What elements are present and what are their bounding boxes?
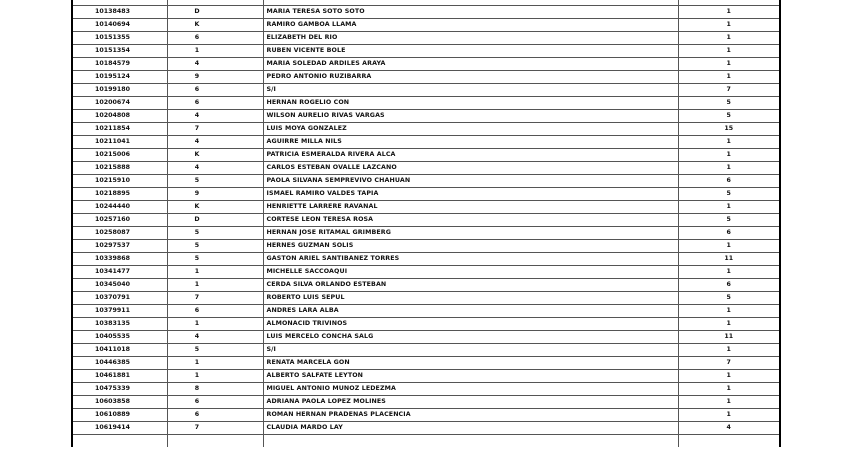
dv-cell: D bbox=[167, 6, 263, 19]
dv-cell: K bbox=[167, 201, 263, 214]
dv-cell: 6 bbox=[167, 409, 263, 422]
dv-cell: 1 bbox=[167, 370, 263, 383]
table-row bbox=[72, 84, 780, 97]
dv-cell: 5 bbox=[167, 344, 263, 357]
qty-cell: 1 bbox=[678, 201, 780, 214]
qty-cell: 4 bbox=[678, 422, 780, 435]
dv-cell: 9 bbox=[167, 188, 263, 201]
dv-cell: 1 bbox=[167, 318, 263, 331]
id-cell: 10446385 bbox=[72, 357, 167, 370]
qty-cell: 11 bbox=[678, 253, 780, 266]
qty-cell: 5 bbox=[678, 292, 780, 305]
name-cell: ALBERTO SALFATE LEYTON bbox=[263, 370, 678, 383]
qty-cell: 1 bbox=[678, 318, 780, 331]
id-cell: 10411018 bbox=[72, 344, 167, 357]
table-row bbox=[72, 357, 780, 370]
table-row bbox=[72, 201, 780, 214]
name-cell: ELIZABETH DEL RIO bbox=[263, 32, 678, 45]
name-cell: MICHELLE SACCOAQUI bbox=[263, 266, 678, 279]
id-cell: 10215910 bbox=[72, 175, 167, 188]
qty-cell: 1 bbox=[678, 162, 780, 175]
dv-cell: K bbox=[167, 19, 263, 32]
qty-cell bbox=[678, 435, 780, 447]
table-body bbox=[72, 0, 780, 447]
qty-cell: 1 bbox=[678, 383, 780, 396]
spreadsheet bbox=[71, 0, 781, 447]
id-cell: 10199180 bbox=[72, 84, 167, 97]
id-cell: 10603858 bbox=[72, 396, 167, 409]
dv-cell: 5 bbox=[167, 227, 263, 240]
table-row bbox=[72, 227, 780, 240]
name-cell: PAOLA SILVANA SEMPREVIVO CHAHUAN bbox=[263, 175, 678, 188]
id-cell: 10195124 bbox=[72, 71, 167, 84]
qty-cell: 1 bbox=[678, 149, 780, 162]
dv-cell: 4 bbox=[167, 331, 263, 344]
id-cell: 10151354 bbox=[72, 45, 167, 58]
name-cell: HERNES GUZMAN SOLIS bbox=[263, 240, 678, 253]
id-cell bbox=[72, 435, 167, 447]
qty-cell: 1 bbox=[678, 266, 780, 279]
dv-cell: 5 bbox=[167, 175, 263, 188]
id-cell: 10405535 bbox=[72, 331, 167, 344]
dv-cell: D bbox=[167, 214, 263, 227]
id-cell: 10475339 bbox=[72, 383, 167, 396]
id-cell: 10200674 bbox=[72, 97, 167, 110]
dv-cell: 4 bbox=[167, 162, 263, 175]
name-cell: ISMAEL RAMIRO VALDES TAPIA bbox=[263, 188, 678, 201]
name-cell: RAMIRO GAMBOA LLAMA bbox=[263, 19, 678, 32]
qty-cell: 1 bbox=[678, 240, 780, 253]
name-cell: ANDRES LARA ALBA bbox=[263, 305, 678, 318]
dv-cell: 1 bbox=[167, 357, 263, 370]
qty-cell: 6 bbox=[678, 279, 780, 292]
dv-cell: K bbox=[167, 149, 263, 162]
dv-cell: 6 bbox=[167, 32, 263, 45]
table-row bbox=[72, 97, 780, 110]
name-cell: MIGUEL ANTONIO MUNOZ LEDEZMA bbox=[263, 383, 678, 396]
name-cell bbox=[263, 435, 678, 447]
table-row bbox=[72, 240, 780, 253]
name-cell: ROMAN HERNAN PRADENAS PLACENCIA bbox=[263, 409, 678, 422]
data-table bbox=[71, 0, 781, 447]
table-row bbox=[72, 266, 780, 279]
name-cell: ADRIANA PAOLA LOPEZ MOLINES bbox=[263, 396, 678, 409]
table-row bbox=[72, 123, 780, 136]
qty-cell: 1 bbox=[678, 344, 780, 357]
table-row bbox=[72, 136, 780, 149]
qty-cell: 1 bbox=[678, 370, 780, 383]
table-row bbox=[72, 331, 780, 344]
dv-cell: 7 bbox=[167, 422, 263, 435]
table-row bbox=[72, 435, 780, 447]
id-cell: 10215888 bbox=[72, 162, 167, 175]
id-cell: 10211041 bbox=[72, 136, 167, 149]
table-row bbox=[72, 305, 780, 318]
name-cell: CORTESE LEON TERESA ROSA bbox=[263, 214, 678, 227]
dv-cell: 6 bbox=[167, 396, 263, 409]
id-cell: 10379911 bbox=[72, 305, 167, 318]
qty-cell: 6 bbox=[678, 175, 780, 188]
id-cell: 10345040 bbox=[72, 279, 167, 292]
name-cell: CLAUDIA MARDO LAY bbox=[263, 422, 678, 435]
table-row bbox=[72, 253, 780, 266]
name-cell: PATRICIA ESMERALDA RIVERA ALCA bbox=[263, 149, 678, 162]
qty-cell: 1 bbox=[678, 396, 780, 409]
id-cell: 10258087 bbox=[72, 227, 167, 240]
qty-cell: 7 bbox=[678, 357, 780, 370]
table-row bbox=[72, 45, 780, 58]
id-cell: 10619414 bbox=[72, 422, 167, 435]
name-cell: PEDRO ANTONIO RUZIBARRA bbox=[263, 71, 678, 84]
qty-cell: 15 bbox=[678, 123, 780, 136]
table-row bbox=[72, 292, 780, 305]
dv-cell: 1 bbox=[167, 45, 263, 58]
name-cell: LUIS MERCELO CONCHA SALG bbox=[263, 331, 678, 344]
dv-cell: 6 bbox=[167, 84, 263, 97]
dv-cell: 6 bbox=[167, 305, 263, 318]
dv-cell: 6 bbox=[167, 97, 263, 110]
table-row bbox=[72, 214, 780, 227]
id-cell: 10211854 bbox=[72, 123, 167, 136]
qty-cell: 5 bbox=[678, 97, 780, 110]
dv-cell: 1 bbox=[167, 279, 263, 292]
id-cell: 10184579 bbox=[72, 58, 167, 71]
qty-cell: 1 bbox=[678, 45, 780, 58]
dv-cell: 1 bbox=[167, 266, 263, 279]
qty-cell: 7 bbox=[678, 84, 780, 97]
dv-cell bbox=[167, 435, 263, 447]
qty-cell: 1 bbox=[678, 409, 780, 422]
table-row bbox=[72, 409, 780, 422]
qty-cell: 1 bbox=[678, 58, 780, 71]
id-cell: 10341477 bbox=[72, 266, 167, 279]
qty-cell: 5 bbox=[678, 214, 780, 227]
dv-cell: 5 bbox=[167, 253, 263, 266]
id-cell: 10140694 bbox=[72, 19, 167, 32]
id-cell: 10339868 bbox=[72, 253, 167, 266]
qty-cell: 6 bbox=[678, 227, 780, 240]
dv-cell: 8 bbox=[167, 383, 263, 396]
id-cell: 10370791 bbox=[72, 292, 167, 305]
id-cell: 10151355 bbox=[72, 32, 167, 45]
table-row bbox=[72, 71, 780, 84]
name-cell: S/I bbox=[263, 84, 678, 97]
id-cell: 10257160 bbox=[72, 214, 167, 227]
table-row bbox=[72, 422, 780, 435]
id-cell: 10204808 bbox=[72, 110, 167, 123]
name-cell: GASTON ARIEL SANTIBANEZ TORRES bbox=[263, 253, 678, 266]
name-cell: HERNAN ROGELIO CON bbox=[263, 97, 678, 110]
table-row bbox=[72, 396, 780, 409]
id-cell: 10138483 bbox=[72, 6, 167, 19]
table-row bbox=[72, 383, 780, 396]
id-cell: 10215006 bbox=[72, 149, 167, 162]
qty-cell: 5 bbox=[678, 188, 780, 201]
name-cell: MARIA SOLEDAD ARDILES ARAYA bbox=[263, 58, 678, 71]
table-row bbox=[72, 149, 780, 162]
table-row bbox=[72, 32, 780, 45]
name-cell: RENATA MARCELA GON bbox=[263, 357, 678, 370]
id-cell: 10610889 bbox=[72, 409, 167, 422]
qty-cell: 1 bbox=[678, 19, 780, 32]
name-cell: LUIS MOYA GONZALEZ bbox=[263, 123, 678, 136]
dv-cell: 7 bbox=[167, 123, 263, 136]
name-cell: ALMONACID TRIVINOS bbox=[263, 318, 678, 331]
name-cell: ROBERTO LUIS SEPUL bbox=[263, 292, 678, 305]
name-cell: MARIA TERESA SOTO SOTO bbox=[263, 6, 678, 19]
id-cell: 10383135 bbox=[72, 318, 167, 331]
name-cell: RUBEN VICENTE BOLE bbox=[263, 45, 678, 58]
dv-cell: 5 bbox=[167, 240, 263, 253]
table-row bbox=[72, 6, 780, 19]
qty-cell: 1 bbox=[678, 136, 780, 149]
table-row bbox=[72, 188, 780, 201]
dv-cell: 7 bbox=[167, 292, 263, 305]
table-row bbox=[72, 344, 780, 357]
dv-cell: 4 bbox=[167, 136, 263, 149]
name-cell: AGUIRRE MILLA NILS bbox=[263, 136, 678, 149]
id-cell: 10461881 bbox=[72, 370, 167, 383]
name-cell: WILSON AURELIO RIVAS VARGAS bbox=[263, 110, 678, 123]
qty-cell: 1 bbox=[678, 6, 780, 19]
table-row bbox=[72, 279, 780, 292]
name-cell: S/I bbox=[263, 344, 678, 357]
qty-cell: 5 bbox=[678, 110, 780, 123]
qty-cell: 1 bbox=[678, 305, 780, 318]
table-row bbox=[72, 110, 780, 123]
table-row bbox=[72, 370, 780, 383]
dv-cell: 4 bbox=[167, 110, 263, 123]
qty-cell: 1 bbox=[678, 32, 780, 45]
qty-cell: 1 bbox=[678, 71, 780, 84]
table-row bbox=[72, 162, 780, 175]
table-row bbox=[72, 58, 780, 71]
dv-cell: 9 bbox=[167, 71, 263, 84]
id-cell: 10244440 bbox=[72, 201, 167, 214]
table-row bbox=[72, 19, 780, 32]
id-cell: 10297537 bbox=[72, 240, 167, 253]
table-row bbox=[72, 318, 780, 331]
dv-cell: 4 bbox=[167, 58, 263, 71]
table-row bbox=[72, 175, 780, 188]
name-cell: HENRIETTE LARRERE RAVANAL bbox=[263, 201, 678, 214]
id-cell: 10218895 bbox=[72, 188, 167, 201]
qty-cell: 11 bbox=[678, 331, 780, 344]
name-cell: HERNAN JOSE RITAMAL GRIMBERG bbox=[263, 227, 678, 240]
name-cell: CERDA SILVA ORLANDO ESTEBAN bbox=[263, 279, 678, 292]
name-cell: CARLOS ESTEBAN OVALLE LAZCANO bbox=[263, 162, 678, 175]
